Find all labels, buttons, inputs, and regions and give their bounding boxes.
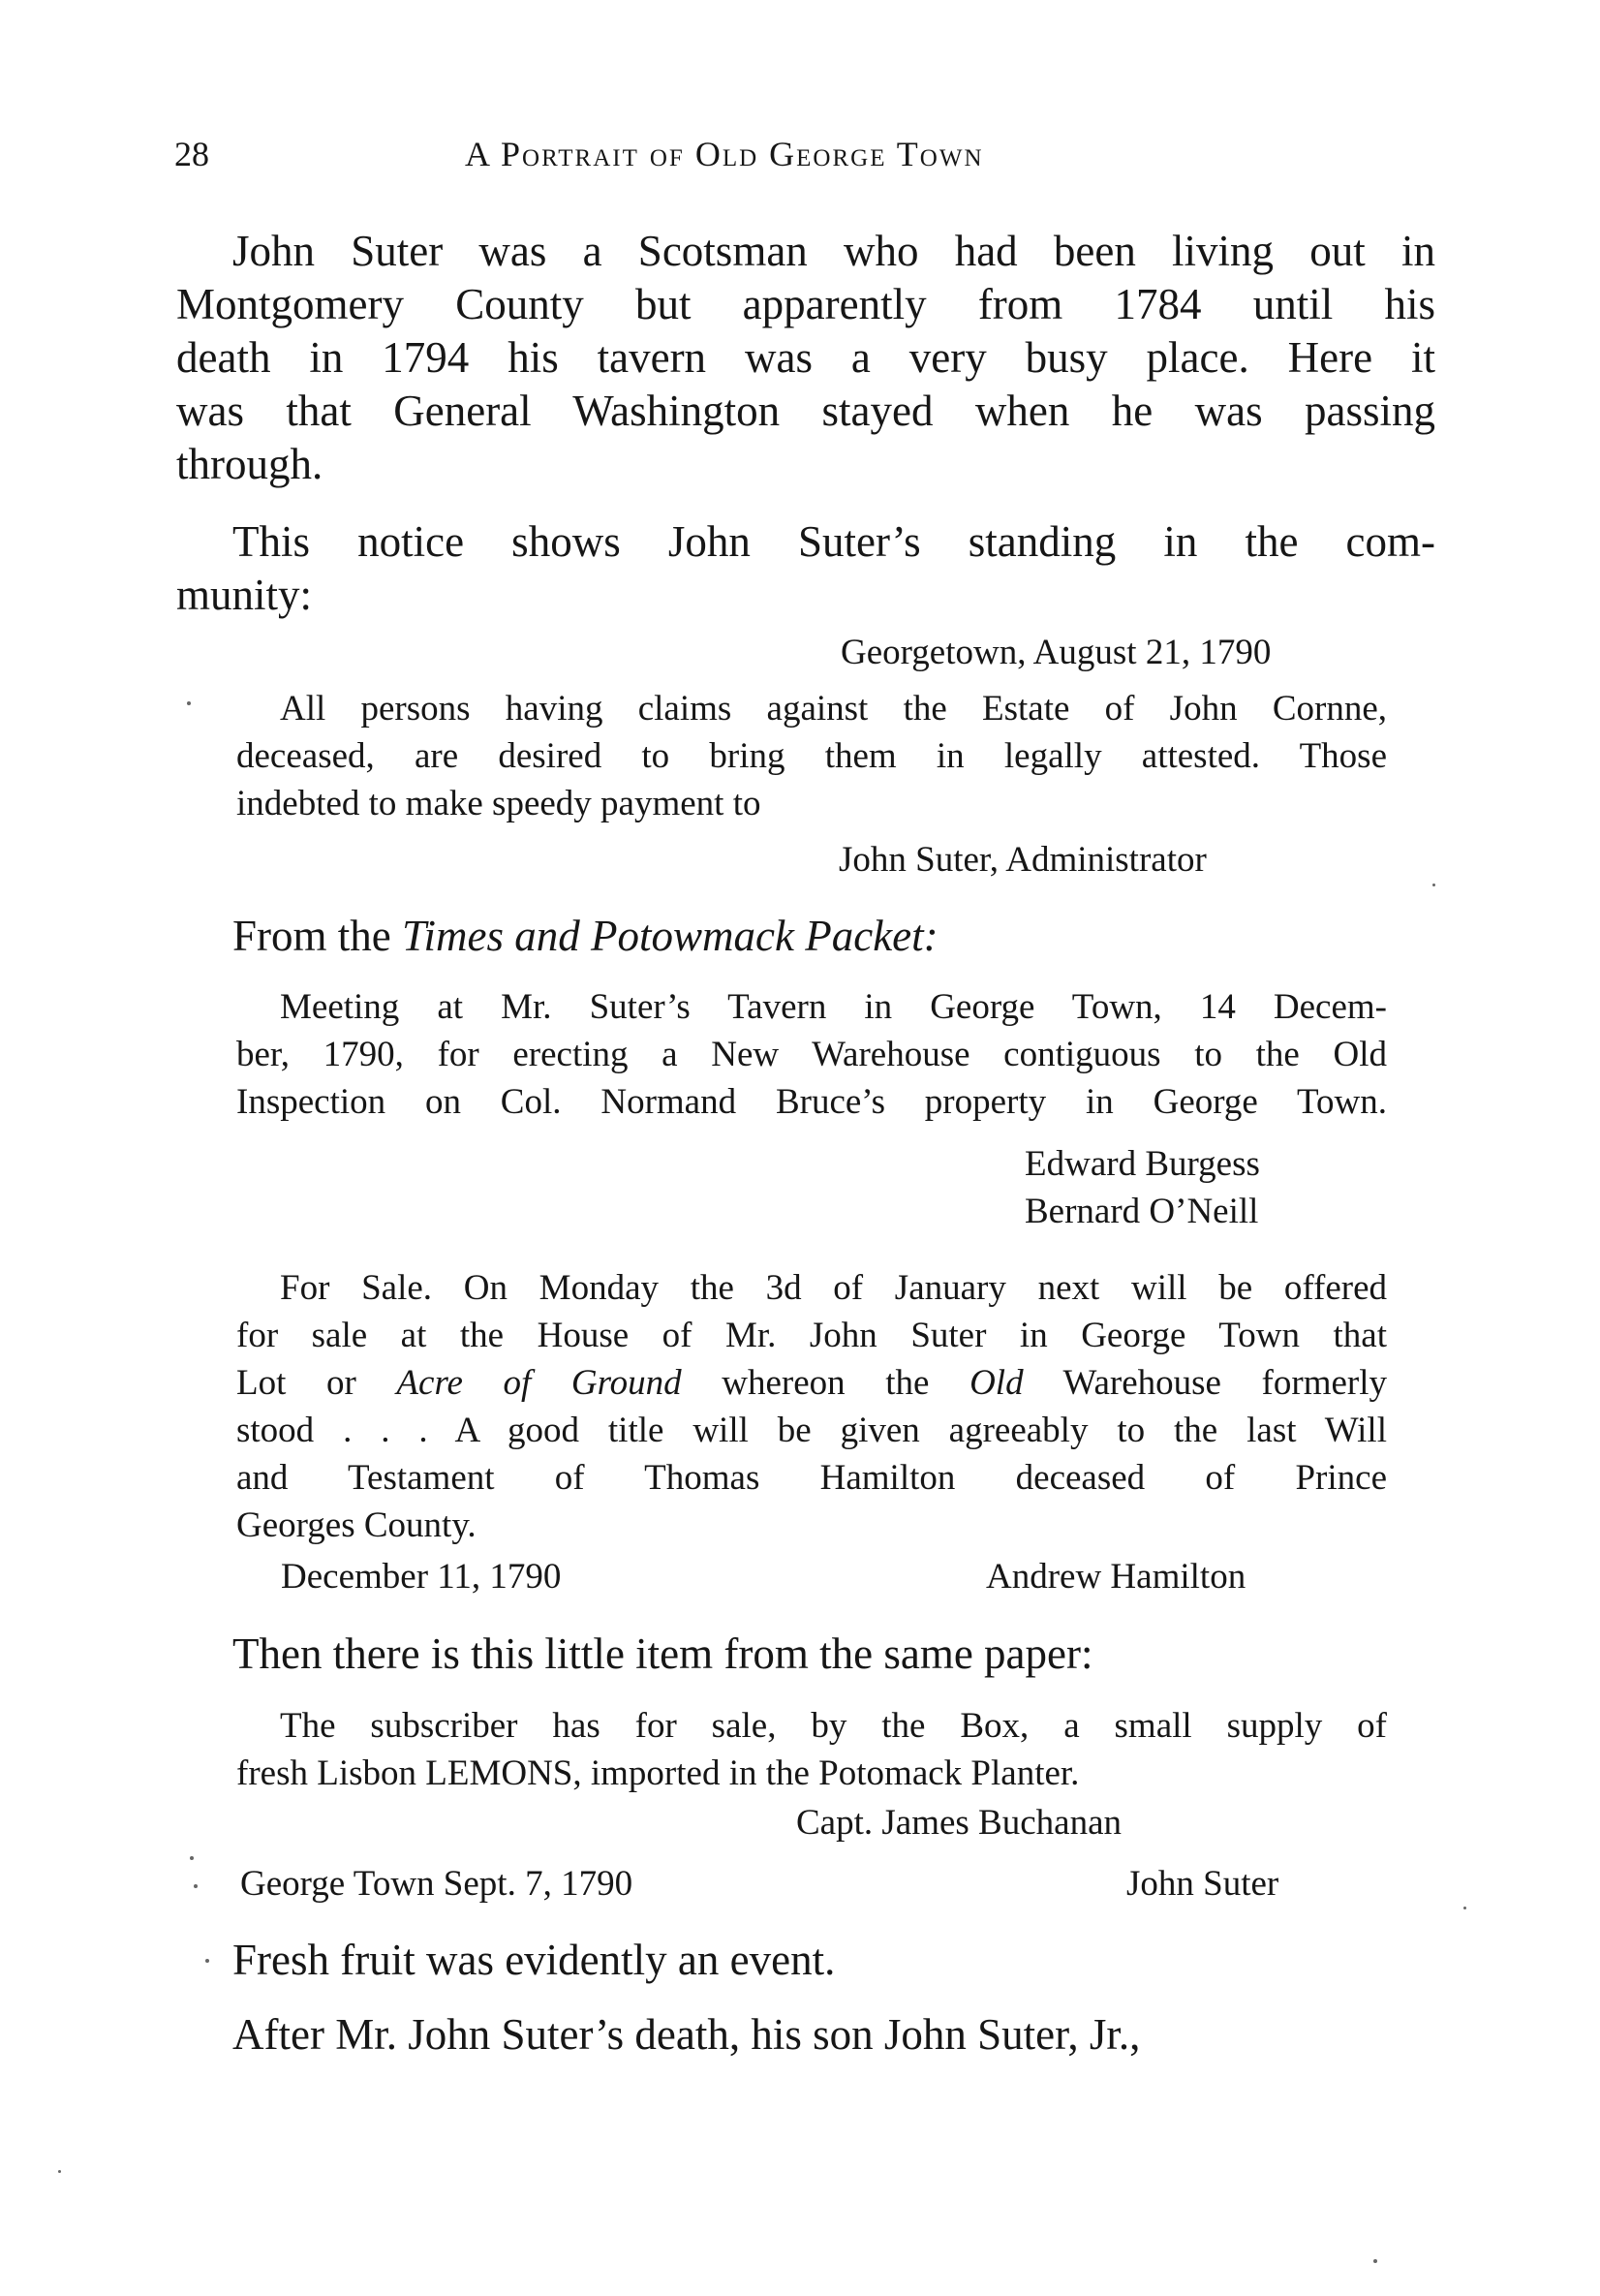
notice-estate-claims bbox=[236, 685, 1387, 827]
text-line: Inspection on Col. Normand Bruce’s property in George Town. bbox=[236, 1082, 1387, 1122]
text-segment-italic: Acre of Ground bbox=[396, 1363, 682, 1403]
printing-speck bbox=[1432, 884, 1435, 886]
notice-captain: Capt. James Buchanan bbox=[796, 1803, 1122, 1843]
notice-for-sale bbox=[236, 1264, 1387, 1549]
printing-speck bbox=[58, 2170, 61, 2173]
notice-signature: Andrew Hamilton bbox=[986, 1557, 1246, 1597]
text-line bbox=[236, 1359, 1387, 1407]
notice-date: December 11, 1790 bbox=[281, 1557, 562, 1597]
text-line: Meeting at Mr. Suter’s Tavern in George Town, 14 Decem- bbox=[280, 987, 1387, 1027]
text-line: was that General Washington stayed when he was passing bbox=[176, 387, 1435, 435]
text-line: ber, 1790, for erecting a New Warehouse contiguous to the Old bbox=[236, 1035, 1387, 1074]
text-line: death in 1794 his tavern was a very busy place. Here it bbox=[176, 333, 1435, 382]
text-line: through. bbox=[176, 440, 323, 488]
notice-signature: Edward Burgess bbox=[1025, 1144, 1260, 1184]
source-prefix: From the bbox=[232, 912, 402, 960]
fruit-remark: Fresh fruit was evidently an event. bbox=[232, 1936, 836, 1984]
page-number: 28 bbox=[174, 135, 209, 173]
text-line: for sale at the House of Mr. John Suter in George Town that bbox=[236, 1316, 1387, 1355]
text-line: Georges County. bbox=[236, 1505, 477, 1545]
text-line: The subscriber has for sale, by the Box, a small supply of bbox=[280, 1706, 1387, 1746]
notice-lemons bbox=[236, 1702, 1387, 1797]
text-segment: Lot or bbox=[236, 1363, 397, 1403]
text-line: For Sale. On Monday the 3d of January next will be offered bbox=[280, 1268, 1387, 1308]
notice-warehouse-meeting bbox=[236, 983, 1387, 1126]
text-segment: whereon the bbox=[681, 1363, 970, 1403]
text-line: deceased, are desired to bring them in legally attested. Those bbox=[236, 736, 1387, 776]
text-line: John Suter was a Scotsman who had been living out in bbox=[232, 227, 1435, 275]
running-head: A Portrait of Old George Town bbox=[465, 135, 984, 173]
source-line bbox=[232, 911, 938, 961]
notice-place-date: George Town Sept. 7, 1790 bbox=[240, 1864, 633, 1904]
printing-speck bbox=[190, 1856, 194, 1860]
text-segment-italic: Old bbox=[969, 1363, 1024, 1403]
printing-speck bbox=[187, 701, 191, 705]
text-line: and Testament of Thomas Hamilton deceased of Prince bbox=[236, 1458, 1387, 1498]
printing-speck bbox=[1373, 2259, 1377, 2263]
text-line: This notice shows John Suter’s standing in the com- bbox=[232, 517, 1435, 566]
newspaper-title: Times and Potowmack Packet: bbox=[402, 912, 938, 960]
notice-signature: Bernard O’Neill bbox=[1025, 1192, 1259, 1231]
notice-dateline: Georgetown, August 21, 1790 bbox=[841, 633, 1272, 672]
text-segment: Warehouse formerly bbox=[1023, 1363, 1388, 1403]
page-header bbox=[174, 134, 1433, 192]
text-line: indebted to make speedy payment to bbox=[236, 784, 761, 823]
paragraph-notice-intro bbox=[176, 515, 1435, 622]
printing-speck bbox=[205, 1959, 209, 1963]
text-line: Montgomery County but apparently from 1784 until his bbox=[176, 280, 1435, 328]
notice-signature: John Suter, Administrator bbox=[839, 840, 1207, 880]
transition-line: Then there is this little item from the same paper: bbox=[232, 1629, 1093, 1678]
text-line: munity: bbox=[176, 571, 313, 619]
paragraph-john-suter-intro bbox=[176, 225, 1435, 491]
notice-signature: John Suter bbox=[1126, 1864, 1279, 1904]
text-line: All persons having claims against the Estate of John Cornne, bbox=[280, 689, 1387, 729]
text-line: fresh Lisbon LEMONS, imported in the Potomack Planter. bbox=[236, 1753, 1080, 1793]
text-line: stood . . . A good title will be given agreeably to the last Will bbox=[236, 1411, 1387, 1450]
closing-line: After Mr. John Suter’s death, his son John Suter, Jr., bbox=[232, 2010, 1141, 2059]
printing-speck bbox=[1463, 1907, 1466, 1909]
printing-speck bbox=[194, 1884, 198, 1888]
